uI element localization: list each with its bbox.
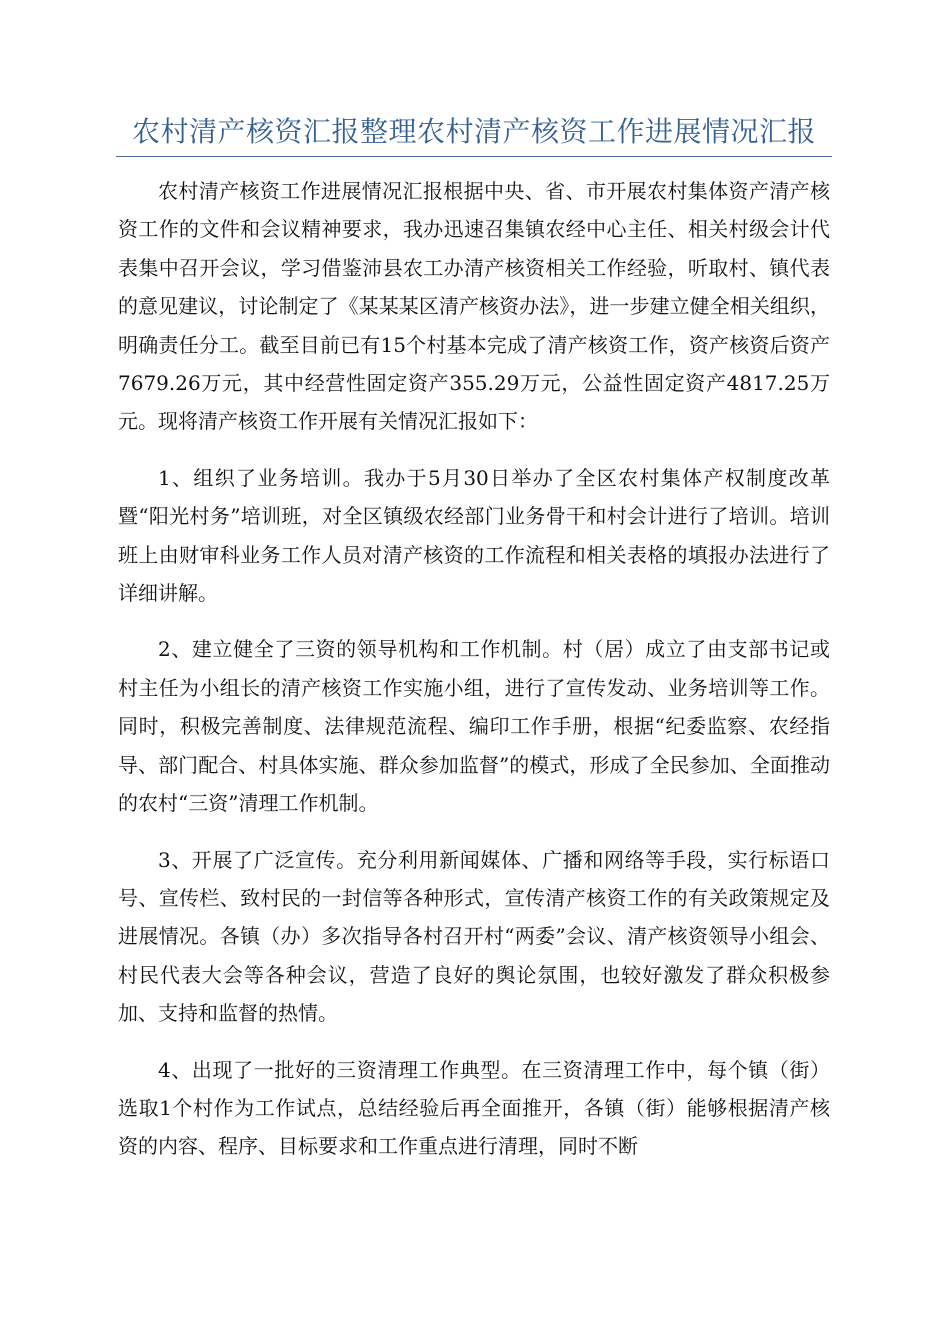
- paragraph-publicity: 3、开展了广泛宣传。充分利用新闻媒体、广播和网络等手段，实行标语口号、宣传栏、致村民的一封信等各种形式，宣传清产核资工作的有关政策规定及进展情况。各镇（办）多次指导各村召开村“两委”会议、清产核资领导小组会、村民代表大会等各种会议，营造了良好的舆论氛围，也较好激发了群众积极参加、支持和监督的热情。: [118, 847, 830, 1026]
- document-title: 农村清产核资汇报整理农村清产核资工作进展情况汇报: [131, 115, 816, 148]
- title-block: [116, 112, 832, 157]
- paragraph-intro: 农村清产核资工作进展情况汇报根据中央、省、市开展农村集体资产清产核资工作的文件和会议精神要求，我办迅速召集镇农经中心主任、相关村级会计代表集中召开会议，学习借鉴沛县农工办清产核资相关工作经验，听取村、镇代表的意见建议，讨论制定了《某某某区清产核资办法》，进一步建立健全相关组织，明确责任分工。截至目前已有15个村基本完成了清产核资工作，资产核资后资产7679.26万元，其中经营性固定资产355.29万元，公益性固定资产4817.25万元。现将清产核资工作开展有关情况汇报如下：: [118, 179, 830, 434]
- paragraph-training: 1、组织了业务培训。我办于5月30日举办了全区农村集体产权制度改革暨“阳光村务”培训班，对全区镇级农经部门业务骨干和村会计进行了培训。培训班上由财审科业务工作人员对清产核资的工作流程和相关表格的填报办法进行了详细讲解。: [118, 465, 830, 606]
- paragraph-typical-cases: 4、出现了一批好的三资清理工作典型。在三资清理工作中，每个镇（街）选取1个村作为工作试点，总结经验后再全面推开，各镇（街）能够根据清产核资的内容、程序、目标要求和工作重点进行清理，同时不断: [118, 1057, 830, 1159]
- document-body: [118, 172, 830, 1184]
- paragraph-mechanism: 2、建立健全了三资的领导机构和工作机制。村（居）成立了由支部书记或村主任为小组长的清产核资工作实施小组，进行了宣传发动、业务培训等工作。同时，积极完善制度、法律规范流程、编印工作手册，根据“纪委监察、农经指导、部门配合、村具体实施、群众参加监督”的模式，形成了全民参加、全面推动的农村“三资”清理工作机制。: [118, 637, 830, 816]
